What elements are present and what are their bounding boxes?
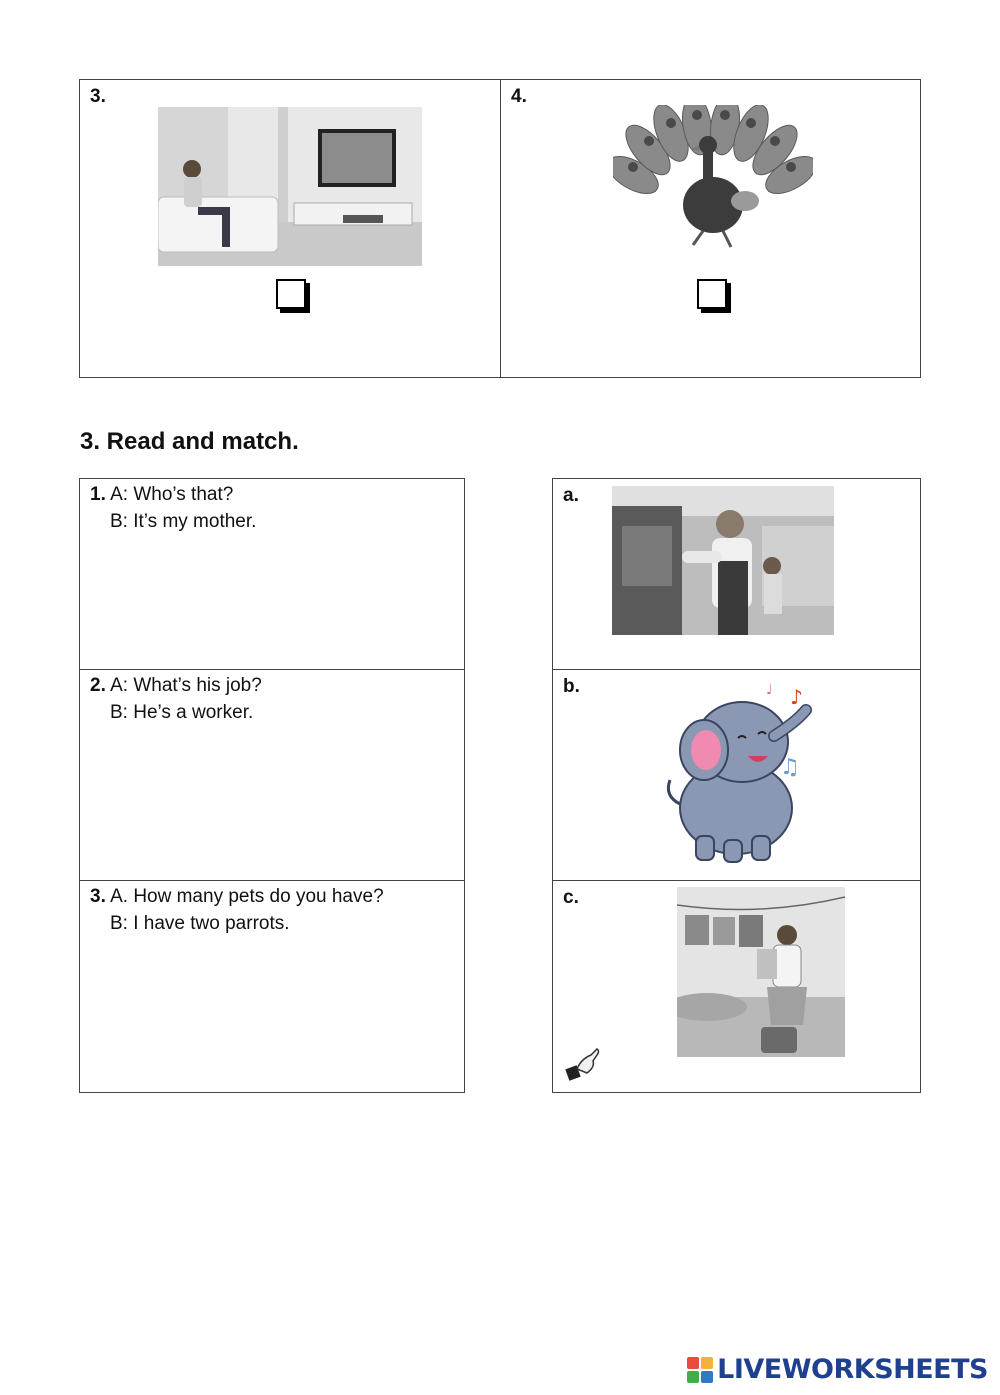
question-line-b: B: I have two parrots. (110, 913, 290, 934)
question-number: 3. (90, 886, 106, 907)
answer-label: a. (563, 485, 579, 506)
checkbox-card-3[interactable] (276, 279, 306, 309)
question-number: 2. (90, 675, 106, 696)
woman-hanging-laundry-image (677, 887, 845, 1057)
answer-label: c. (563, 887, 579, 908)
card-label: 3. (90, 86, 106, 107)
answer-label: b. (563, 676, 580, 697)
card-4 (500, 79, 921, 378)
liveworksheets-logo-icon (687, 1357, 713, 1383)
svg-text:♫: ♫ (780, 755, 800, 780)
answer-c[interactable] (552, 880, 921, 1093)
factory-worker-image (612, 486, 834, 635)
question-line-a: A. How many pets do you have? (105, 886, 384, 907)
brand-name: LIVEWORKSHEETS (717, 1354, 988, 1385)
card-3 (79, 79, 501, 378)
question-2 (79, 669, 465, 881)
svg-text:♩: ♩ (766, 682, 773, 698)
logo-square (701, 1357, 713, 1369)
pointing-hand-icon[interactable] (563, 1045, 603, 1085)
girl-watching-tv-image (158, 107, 422, 266)
question-text (90, 672, 262, 726)
liveworksheets-logo (687, 1354, 988, 1385)
question-text (90, 481, 256, 535)
answer-b[interactable] (552, 669, 921, 881)
section-title: 3. Read and match. (80, 428, 299, 455)
question-number: 1. (90, 484, 106, 505)
answer-a[interactable] (552, 478, 921, 670)
card-label: 4. (511, 86, 527, 107)
svg-text:♪: ♪ (790, 685, 803, 709)
elephant-singing-image (656, 676, 836, 870)
logo-square (687, 1357, 699, 1369)
logo-square (687, 1371, 699, 1383)
question-text (90, 883, 384, 937)
question-1 (79, 478, 465, 670)
question-line-b: B: He’s a worker. (110, 702, 254, 723)
question-3 (79, 880, 465, 1093)
peacock-image (613, 105, 813, 253)
question-line-a: A: Who’s that? (105, 484, 234, 505)
checkbox-card-4[interactable] (697, 279, 727, 309)
question-line-a: A: What’s his job? (105, 675, 262, 696)
question-line-b: B: It’s my mother. (110, 511, 257, 532)
logo-square (701, 1371, 713, 1383)
